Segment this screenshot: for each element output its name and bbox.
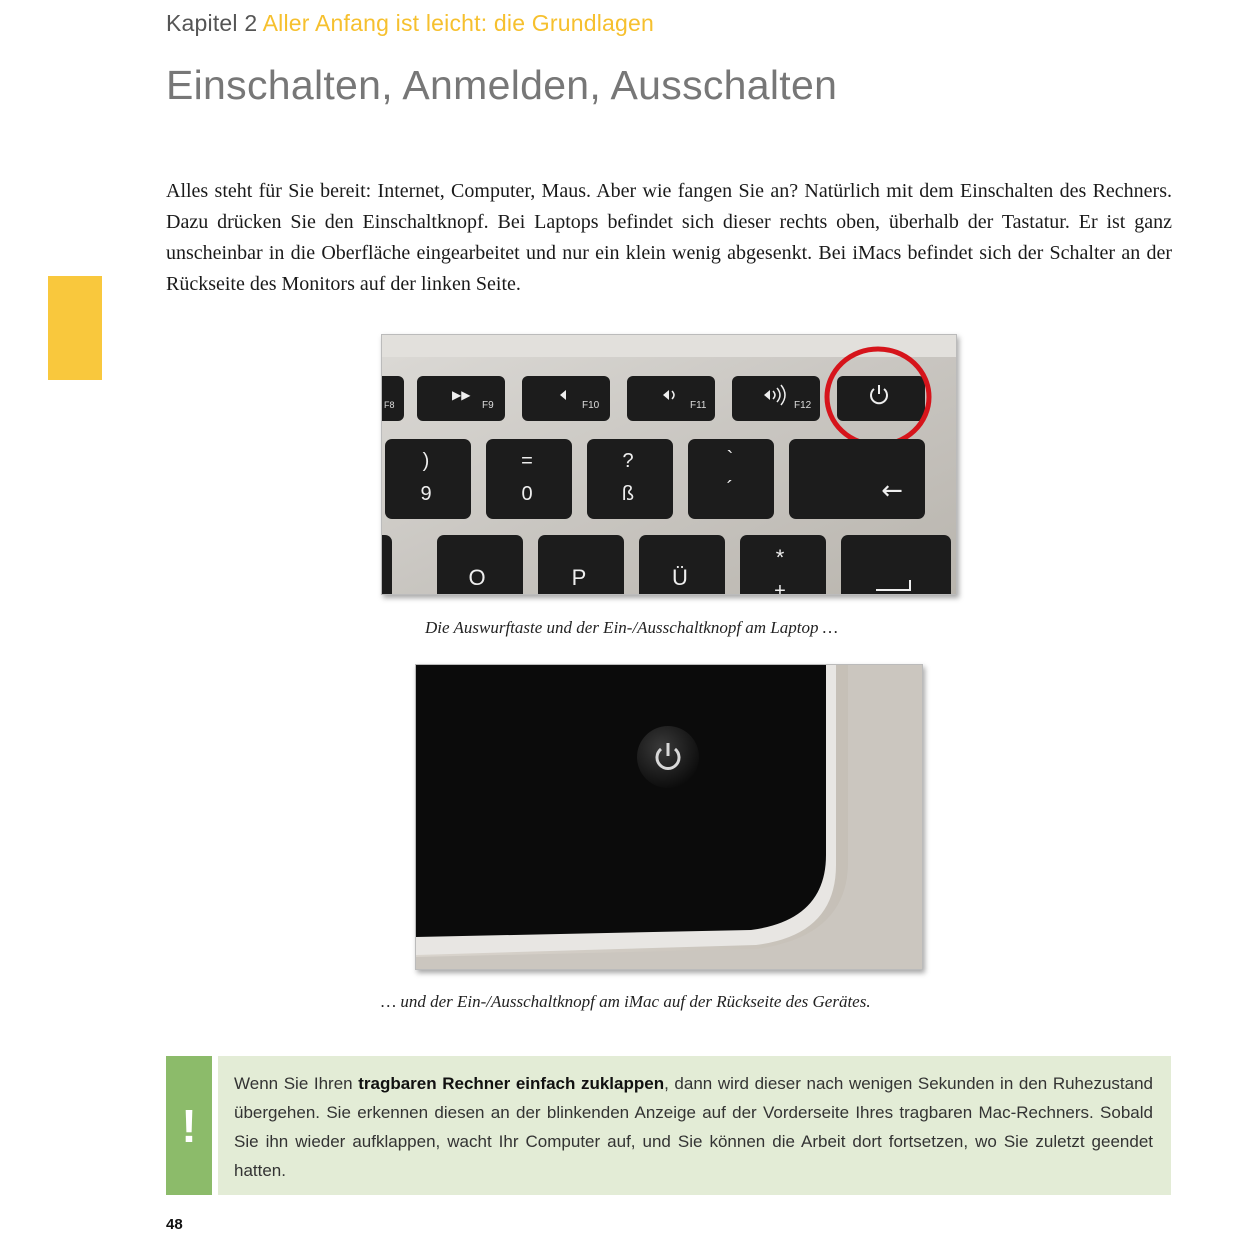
tip-text-bold: tragbaren Rechner einfach zuklappen: [358, 1074, 665, 1093]
key-p: [538, 535, 624, 594]
keyboard-illustration: [382, 335, 956, 594]
svg-text:ß: ß: [621, 483, 635, 505]
key-f9-label: F9: [482, 400, 494, 411]
key-plus: [740, 535, 826, 594]
key-f11: [627, 376, 715, 421]
svg-text:+: +: [774, 580, 786, 594]
key-o: [437, 535, 523, 594]
key-f10: [522, 376, 610, 421]
tip-text: [218, 1056, 1171, 1195]
key-sz: [587, 439, 673, 519]
key-f12: [732, 376, 820, 421]
tip-text-before: Wenn Sie Ihren: [234, 1074, 359, 1093]
page-title: Einschalten, Anmelden, Ausschalten: [166, 62, 838, 108]
body-paragraph: Alles steht für Sie bereit: Internet, Computer, Maus. Aber wie fangen Sie an? Natürlich mit dem Einschalten des Rechners. Dazu drücken Sie den Einschaltknopf. Bei Laptops befindet sich dieser rechts oben, überhalb der Tastatur. Er ist ganz unscheinbar in die Oberfläche eingearbeitet und nur ein klein wenig abgesenkt. Bei iMacs befindet sich der Schalter an der Rückseite des Monitors auf der linken Seite.: [166, 180, 1172, 295]
chapter-title: Aller Anfang ist leicht: die Grundlagen: [262, 10, 655, 36]
svg-text:): ): [422, 450, 430, 472]
svg-text:9: 9: [420, 483, 432, 505]
imac-power-button: [637, 726, 699, 788]
svg-text:←: ←: [881, 476, 903, 506]
svg-text:▶▶: ▶▶: [452, 388, 471, 402]
svg-text:`: `: [726, 448, 734, 470]
key-accent: [688, 439, 774, 519]
svg-text:0: 0: [521, 483, 533, 505]
svg-text:´: ´: [726, 478, 734, 500]
svg-text:*: *: [775, 545, 785, 570]
chapter-label: Kapitel 2: [166, 10, 258, 36]
key-f10-label: F10: [582, 400, 600, 411]
svg-text:O: O: [468, 565, 486, 590]
imac-back-photo: [415, 664, 923, 970]
key-f11-label: F11: [690, 400, 707, 411]
exclamation-icon: !: [166, 1056, 212, 1195]
svg-text:Ü: Ü: [672, 565, 688, 590]
chapter-header: [166, 10, 654, 37]
svg-text:=: =: [521, 450, 533, 472]
page-number: 48: [166, 1216, 183, 1233]
imac-illustration: [416, 665, 922, 969]
tip-box: [166, 1056, 1171, 1195]
svg-text:?: ?: [622, 450, 634, 472]
chapter-side-tab: [48, 276, 102, 380]
key-ue: [639, 535, 725, 594]
caption-imac: … und der Ein-/Ausschaltknopf am iMac auf der Rückseite des Gerätes.: [381, 992, 871, 1011]
laptop-keyboard-photo: [381, 334, 957, 595]
key-backspace: [789, 439, 925, 519]
key-power: [837, 376, 925, 421]
key-9: [385, 439, 471, 519]
key-f8-label: F8: [384, 400, 395, 410]
key-return: [841, 535, 951, 594]
key-f9: [417, 376, 505, 421]
key-f12-label: F12: [794, 400, 812, 411]
key-0: [486, 439, 572, 519]
svg-text:P: P: [571, 565, 587, 590]
tip-text-after: , dann wird dieser nach wenigen Sekunden in den Ruhezustand übergehen. Sie erkennen diesen an der blinkenden Anzeige auf der Vorderseite Ihres tragbaren Mac-Rechners. Sobald Sie ihn wieder aufklappen, wacht Ihr Computer auf, und Sie können die Arbeit dort fortsetzen, wo Sie zuletzt geendet hatten.: [234, 1074, 1154, 1180]
key-f8-partial: [382, 376, 404, 421]
caption-laptop: Die Auswurftaste und der Ein-/Ausschaltknopf am Laptop …: [425, 618, 838, 637]
